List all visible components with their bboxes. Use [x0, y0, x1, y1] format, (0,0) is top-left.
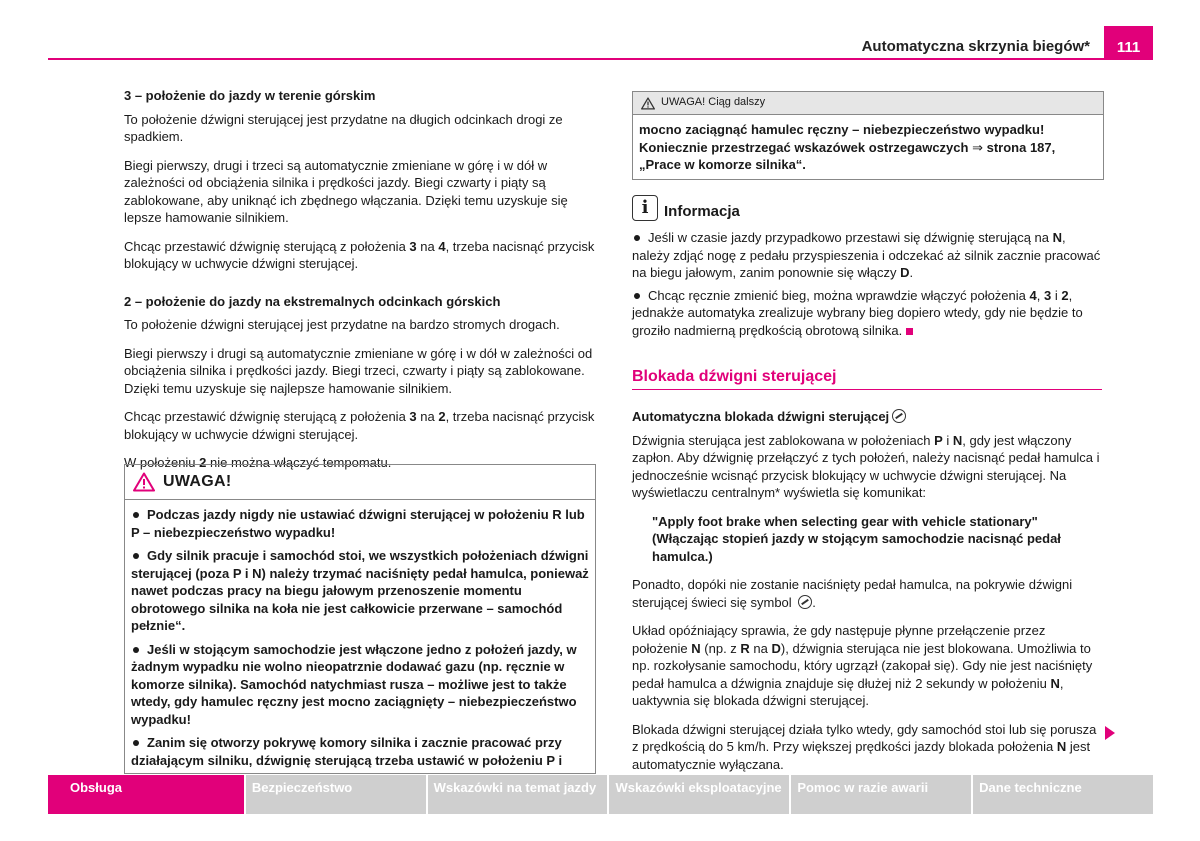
section-2-heading: 2 – położenie do jazdy na ekstremalnych odcinkach górskich [124, 293, 501, 309]
warning-triangle-icon [133, 472, 155, 492]
warning-header [125, 465, 595, 500]
section-3-heading: 3 – położenie do jazdy w terenie górskim [124, 88, 376, 103]
end-of-section-icon [906, 328, 913, 335]
header-rule [48, 58, 1153, 60]
section-3-paragraph-1: To położenie dźwigni sterującej jest przydatne na długich odcinkach drogi ze spadkiem. [124, 111, 563, 144]
warning-box [124, 464, 596, 774]
nav-tab-pomoc[interactable]: Pomoc w razie awarii [791, 775, 971, 814]
page-number: 111 [1104, 26, 1153, 58]
section-3-paragraph-3: Chcąc przestawić dźwignię sterującą z położenia 3 na 4, trzeba nacisnąć przycisk blokujący w uchwycie dźwigni sterującej. [124, 238, 595, 271]
warning-item: Gdy silnik pracuje i samochód stoi, we wszystkich położeniach dźwigni sterującej (poza P i N) należy trzymać naciśnięty pedał hamulca, ponieważ nawet podczas pracy na biegu jałowym przenoszenie momentu obrotowego silnika na koła nie jest całkowicie przerwane – samochód pełznie“. [131, 548, 589, 633]
warning-body [125, 500, 595, 773]
blokada-paragraph-3: Układ opóźniający sprawia, że gdy następuje płynne przełączenie przez położenie N (np. z R na D), dźwignia sterująca nie jest blokowana. Umożliwia to np. rozkołysanie samochodu, który ugrzązł (zakopał się). Gdy nie jest naciśnięty pedał hamulca a dźwignia znajduje się dłużej niż 2 sekundy w położeniu N, uaktywnia się blokada dźwigni sterującej. [632, 623, 1093, 708]
warning-continued-box [632, 91, 1104, 180]
lever-lock-pictogram-icon [892, 409, 906, 423]
left-column [124, 87, 596, 472]
lever-lock-pictogram-icon [798, 595, 812, 609]
warning-continued-title: UWAGA! Ciąg dalszy [661, 96, 766, 109]
blokada-sub-heading: Automatyczna blokada dźwigni sterującej [632, 408, 1104, 426]
next-page-arrow-icon[interactable] [1105, 726, 1115, 740]
blokada-section [632, 408, 1104, 773]
section-title-blokada: Blokada dźwigni sterującej [632, 368, 1102, 390]
nav-tab-obsluga[interactable]: Obsługa [48, 775, 244, 814]
warning-triangle-icon [641, 97, 655, 110]
header-title: Automatyczna skrzynia biegów* [861, 38, 1090, 55]
nav-tab-wskazowki-eksploatacyjne[interactable]: Wskazówki eksploatacyjne [609, 775, 789, 814]
warning-item: Podczas jazdy nigdy nie ustawiać dźwigni sterującej w położeniu R lub P – niebezpieczeństwo wypadku! [131, 507, 585, 540]
nav-tab-wskazowki-jazdy[interactable]: Wskazówki na temat jazdy [428, 775, 608, 814]
warning-continued-body: mocno zaciągnąć hamulec ręczny – niebezpieczeństwo wypadku! Koniecznie przestrzegać wskazówek ostrzegawczych ⇒ strona 187, „Prace w komorze silnika“. [639, 122, 1056, 172]
section-2-paragraph-1: To położenie dźwigni sterującej jest przydatne na bardzo stromych drogach. [124, 317, 560, 332]
reference-arrow: ⇒ [972, 139, 983, 155]
section-2-paragraph-2: Biegi pierwszy i drugi są automatycznie zmieniane w górę i w dół w zależności od obciążenia silnika i prędkości jazdy. Biegi trzeci, czwarty i piąty są zablokowane. Dzięki temu uzyskuje się najlepsze hamowanie silnikiem. [124, 345, 593, 396]
info-icon: i [632, 195, 658, 221]
blokada-paragraph-1: Dźwignia sterująca jest zablokowana w położeniach P i N, gdy jest włączony zapłon. Aby dźwignię przełączyć z tych położeń, należy nacisnąć pedał hamulca i jednocześnie wcisnąć przycisk blokujący w uchwycie dźwigni sterującej. Na wyświetlaczu centralnym* wyświetla się komunikat: [632, 432, 1100, 500]
display-message-quote: "Apply foot brake when selecting gear with vehicle stationary" (Włączając stopień jazdy w stojącym samochodzie nacisnąć pedał hamulca.) [652, 513, 1061, 564]
nav-tab-dane-techniczne[interactable]: Dane techniczne [973, 775, 1153, 814]
warning-item: Jeśli w stojącym samochodzie jest włączone jedno z położeń jazdy, w żadnym wypadku nie wolno nieopatrznie dodawać gazu (np. ręcznie w komorze silnika). Samochód natychmiast rusza – możliwe jest to także wtedy, gdy hamulec ręczny jest mocno zaciągnięty – niebezpieczeństwo wypadku! [131, 641, 577, 727]
section-2-paragraph-3: Chcąc przestawić dźwignię sterującą z położenia 3 na 2, trzeba nacisnąć przycisk blokujący w uchwycie dźwigni sterującej. [124, 409, 595, 442]
bottom-nav [48, 775, 1153, 814]
info-item: Chcąc ręcznie zmienić bieg, można wprawdzie włączyć położenia 4, 3 i 2, jednakże automatyka zrealizuje wybrany bieg dopiero wtedy, gdy nie będzie to groziło nadmierną prędkością obrotową silnika. [632, 287, 1083, 338]
blokada-paragraph-2: Ponadto, dopóki nie zostanie naciśnięty pedał hamulca, na pokrywie dźwigni sterującej świeci się symbol . [632, 577, 1073, 610]
warning-continued-header [633, 92, 1103, 115]
info-item: Jeśli w czasie jazdy przypadkowo przestawi się dźwignię sterującą na N, należy zdjąć nogę z pedału przyspieszenia i odczekać aż silnik zacznie pracować na biegu jałowym, zanim ponownie się włączy D. [632, 230, 1101, 280]
warning-item: Zanim się otworzy pokrywę komory silnika i zacznie pracować przy działającym silniku, dźwignię sterującą trzeba ustawić w położeniu P i [131, 735, 563, 768]
info-block [632, 195, 1102, 344]
nav-tab-bezpieczenstwo[interactable]: Bezpieczeństwo [246, 775, 426, 814]
section-2-paragraph-4: W położeniu 2 nie można włączyć tempomatu. [124, 455, 392, 470]
section-3-paragraph-2: Biegi pierwszy, drugi i trzeci są automatycznie zmieniane w górę i w dół w zależności od obciążenia silnika i prędkości jazdy. Biegi czwarty i piąty są zablokowane, aby uniknąć ich zbędnego włączania. Dzięki temu uzyskuje się lepsze hamowanie silnikiem. [124, 157, 568, 225]
blokada-paragraph-4: Blokada dźwigni sterującej działa tylko wtedy, gdy samochód stoi lub się porusza z prędkością do 5 km/h. Przy większej prędkości jazdy blokada położenia N jest automatycznie wyłączana. [632, 721, 1097, 772]
warning-title: UWAGA! [163, 473, 232, 491]
info-title: Informacja [664, 202, 740, 220]
